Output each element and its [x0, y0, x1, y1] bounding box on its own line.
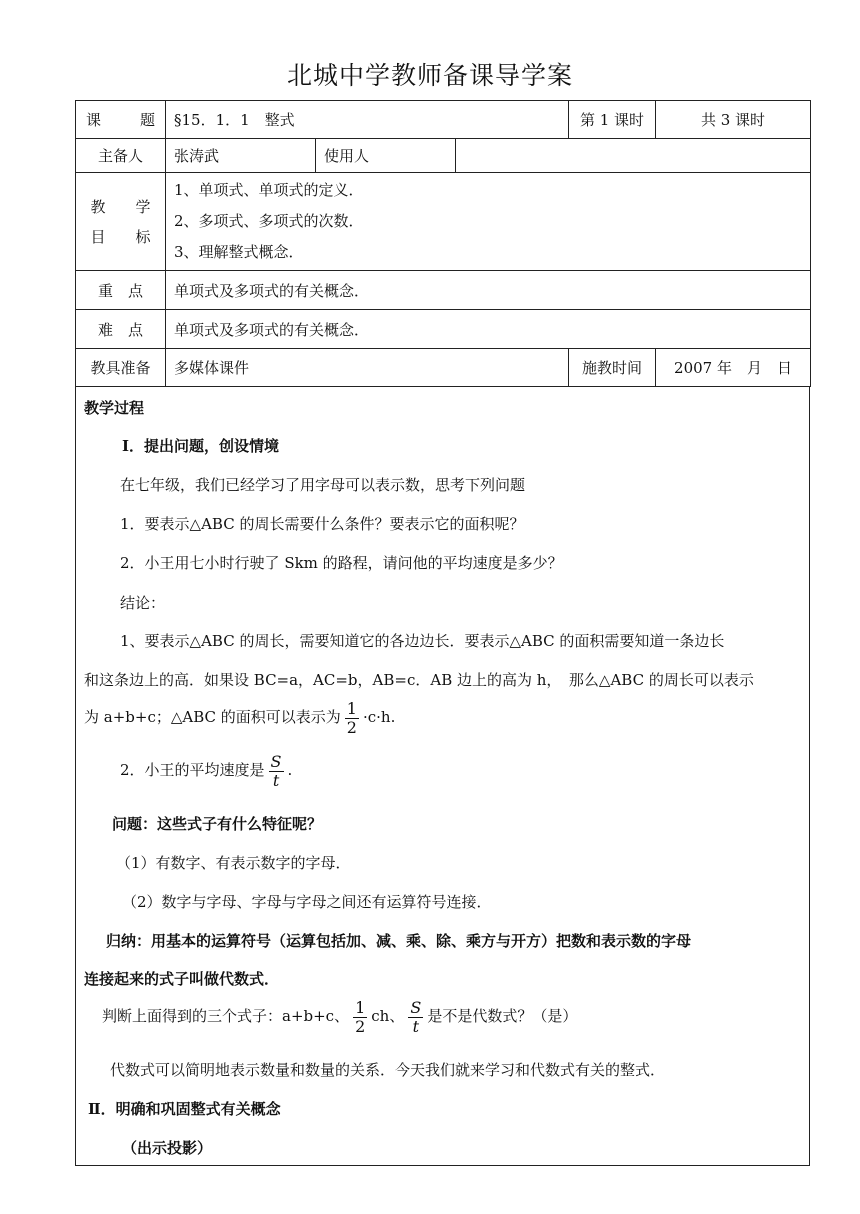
fraction-s-over-t: $\frac{S}{t}$	[410, 998, 422, 1036]
user-label: 使用人	[316, 139, 456, 173]
feature-2: （2）数字与字母、字母与字母之间还有运算符号连接．	[122, 893, 492, 911]
page-title: 北城中学教师备课导学案	[286, 61, 573, 90]
section-2-heading: Ⅱ．明确和巩固整式有关概念	[88, 1100, 281, 1118]
key-point-label: 重 点	[76, 271, 166, 310]
question-heading: 问题：这些式子有什么特征呢？	[112, 815, 323, 833]
intro-text: 在七年级，我们已经学习了用字母可以表示数，思考下列问题	[120, 476, 526, 494]
summary-line-1: 归纳：用基本的运算符号（运算包括加、减、乘、除、乘方与开方）把数和表示数的字母	[106, 932, 692, 950]
conclusion-1-line-3: 为 a+b+c；△ABC 的面积可以表示为 $\frac{1}{2}$ ·c·h.	[84, 699, 396, 737]
section-1-heading: Ⅰ．提出问题，创设情境	[122, 437, 280, 455]
preparer-value: 张涛武	[166, 139, 316, 173]
difficulty-label: 难 点	[76, 310, 166, 349]
process-heading: 教学过程	[84, 399, 145, 417]
user-value	[456, 139, 811, 173]
conclusion-2: 2．小王的平均速度是 $\frac{S}{t}$ .	[120, 752, 293, 790]
teaching-process-section	[75, 387, 810, 1166]
teaching-time-value: 2007 年 月 日	[656, 349, 811, 387]
objective-item: 2、多项式、多项式的次数．	[174, 212, 364, 230]
projection-note: （出示投影）	[122, 1139, 213, 1157]
tools-label: 教具准备	[76, 349, 166, 387]
preparer-label: 主备人	[76, 139, 166, 173]
feature-1: （1）有数字、有表示数字的字母．	[116, 854, 351, 872]
conclusion-1-line-1: 1、要表示△ABC 的周长，需要知道它的各边边长．要表示△ABC 的面积需要知道一条边长	[120, 632, 725, 650]
conclusion-1-line-2: 和这条边上的高．如果设 BC=a，AC=b，AB=c．AB 边上的高为 h， 那么△ABC 的周长可以表示	[84, 671, 754, 689]
difficulty-value: 单项式及多项式的有关概念．	[166, 310, 811, 349]
lesson-info-table	[75, 100, 811, 387]
fraction-s-over-t: $\frac{S}{t}$	[270, 752, 282, 790]
lesson-total: 共 3 课时	[656, 101, 811, 139]
key-point-value: 单项式及多项式的有关概念．	[166, 271, 811, 310]
teaching-time-label: 施教时间	[569, 349, 656, 387]
question-2: 2．小王用七小时行驶了 Skm 的路程，请问他的平均速度是多少？	[120, 554, 563, 572]
fraction-one-half: $\frac{1}{2}$	[355, 998, 366, 1036]
summary-line-2: 连接起来的式子叫做代数式．	[84, 970, 280, 988]
expression-note: 代数式可以简明地表示数量和数量的关系．今天我们就来学习和代数式有关的整式．	[110, 1061, 666, 1079]
fraction-one-half: $\frac{1}{2}$	[346, 699, 357, 737]
tools-value: 多媒体课件	[166, 349, 569, 387]
topic-value: §15．1．1 整式	[166, 101, 569, 139]
objectives-list	[166, 173, 811, 271]
question-1: 1．要表示△ABC 的周长需要什么条件？要表示它的面积呢？	[120, 515, 525, 533]
judge-line: 判断上面得到的三个式子：a+b+c、 $\frac{1}{2}$ ch、 $\frac{S}{t}$ 是不是代数式？（是）	[102, 998, 578, 1036]
objective-item: 3、理解整式概念．	[174, 243, 304, 261]
topic-label: 课 题	[76, 101, 166, 139]
lesson-number: 第 1 课时	[569, 101, 656, 139]
objectives-label: 教 学 目 标	[76, 173, 166, 271]
conclusion-label: 结论：	[120, 594, 166, 612]
objective-item: 1、单项式、单项式的定义．	[174, 181, 364, 199]
